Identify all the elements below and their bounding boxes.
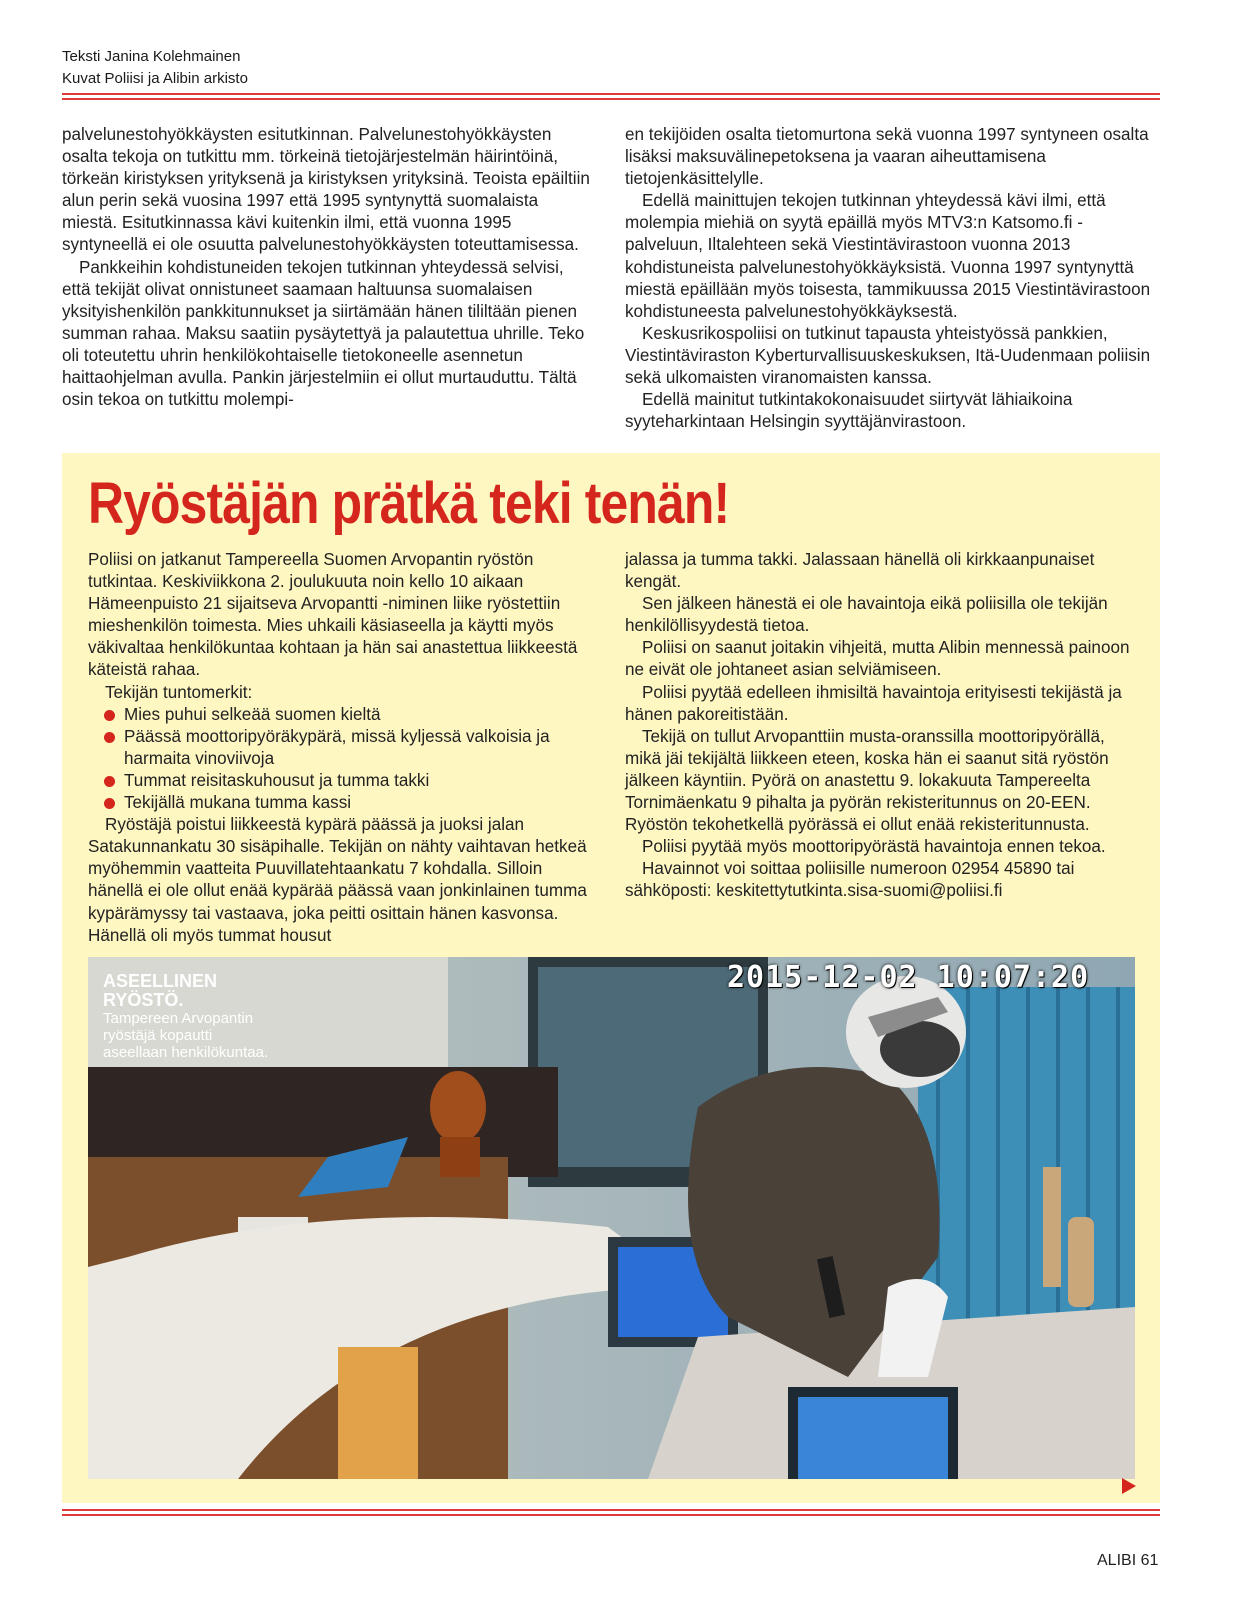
list-item: Päässä moottoripyöräkypärä, missä kyljessä valkoisia ja harmaita vinoviivoja xyxy=(88,726,598,770)
paragraph: palvelunestohyökkäysten esitutkinnan. Palvelunestohyökkäysten osalta tekoja on tutkittu mm. törkeinä tietojärjestelmän häirintöinä, törkeän kiristyksen yrityksenä ja kiristyksen yrityksinä. Teoista epäiltiin alun perin sekä vuosina 1997 että 1995 syntynyttä suomalaista miestä. Esitutkinnassa kävi kuitenkin ilmi, että vuonna 1995 syntyneellä ei ole osuutta palvelunestohyökkäysten toteuttamisessa. xyxy=(62,125,590,255)
paragraph: en tekijöiden osalta tietomurtona sekä vuonna 1997 syntyneen osalta lisäksi maksuvälinepetoksena ja vaaran aiheuttamisena tietojenkäsittelylle. xyxy=(625,125,1149,189)
credit-photos: Kuvat Poliisi ja Alibin arkisto xyxy=(62,70,248,87)
cctv-timestamp: 2015-12-02 10:07:20 xyxy=(727,960,1090,995)
paragraph: Poliisi pyytää edelleen ihmisiltä havaintoja erityisesti tekijästä ja hänen pakoreitistään. xyxy=(625,682,1122,724)
traits-list xyxy=(88,704,598,814)
traits-heading: Tekijän tuntomerkit: xyxy=(105,682,253,702)
paragraph: Poliisi on jatkanut Tampereella Suomen Arvopantin ryöstön tutkintaa. Keskiviikkona 2. joulukuuta noin kello 10 aikaan Hämeenpuisto 21 sijaitseva Arvopantti -niminen liike ryöstettiin mieshenkilön toimesta. Mies uhkaili käsiaseella ja käytti myös väkivaltaa henkilökuntaa kohtaan ja hän sai anastettua liikkeestä käteistä rahaa. xyxy=(88,550,578,680)
article-column-right xyxy=(625,124,1155,433)
paragraph: Poliisi on saanut joitakin vihjeitä, mutta Alibin mennessä painoon ne eivät ole johtaneet asian selviämiseen. xyxy=(625,638,1130,680)
caption-title: ASEELLINEN RYÖSTÖ. xyxy=(103,971,218,1010)
article-column-left xyxy=(62,124,590,411)
credit-text: Teksti Janina Kolehmainen xyxy=(62,48,241,65)
continue-arrow-icon xyxy=(1122,1478,1136,1494)
paragraph: Sen jälkeen hänestä ei ole havaintoja eikä poliisilla ole tekijän henkilöllisyydestä tietoa. xyxy=(625,594,1108,636)
page-folio: ALIBI 61 xyxy=(1097,1552,1159,1569)
list-item: Tummat reisitaskuhousut ja tumma takki xyxy=(88,770,598,792)
list-item: Tekijällä mukana tumma kassi xyxy=(88,792,598,814)
sidebar-headline: Ryöstäjän prätkä teki tenän! xyxy=(88,471,730,536)
paragraph: Tekijä on tullut Arvopanttiin musta-oranssilla moottoripyörällä, mikä jäi tekijältä liikkeen eteen, koska hän ei saanut sitä ryöstön jälkeen käyntiin. Pyörä on anastettu 9. lokakuuta Tampereelta Tornimäenkatu 9 pihalta ja pyörän rekisteritunnus on 20-EEN. Ryöstön tekohetkellä pyörässä ei ollut enää rekisteritunnusta. xyxy=(625,726,1109,835)
sidebar-column-left xyxy=(88,549,598,947)
sidebar-column-right xyxy=(625,549,1135,903)
paragraph: Edellä mainitut tutkintakokonaisuudet siirtyvät lähiaikoina syyteharkintaan Helsingin syyttäjänvirastoon. xyxy=(625,390,1073,432)
top-rule xyxy=(62,93,1160,100)
photo-caption xyxy=(103,972,273,1061)
credits xyxy=(62,46,248,90)
paragraph: Havainnot voi soittaa poliisille numeroon 02954 45890 tai sähköposti: keskitettytutkinta.sisa-suomi@poliisi.fi xyxy=(625,859,1075,901)
paragraph: Poliisi pyytää myös moottoripyörästä havaintoja ennen tekoa. xyxy=(642,837,1106,857)
paragraph: Ryöstäjä poistui liikkeestä kypärä päässä ja juoksi jalan Satakunnankatu 30 sisäpihalle. Tekijän on nähty vaihtavan hetkeä myöhemmin vaatteita Puuvillatehtaankatu 7 kohdalla. Silloin hänellä ei ole ollut enää kypärää päässä vaan jonkinlainen tumma kypärämyssy tai vastaava, joka peitti osittain hänen kasvonsa. Hänellä oli myös tummat housut xyxy=(88,815,587,945)
paragraph: Keskusrikospoliisi on tutkinut tapausta yhteistyössä pankkien, Viestintäviraston Kyberturvallisuuskeskuksen, Itä-Uudenmaan poliisin sekä ulkomaisten viranomaisten kanssa. xyxy=(625,323,1151,388)
paragraph: jalassa ja tumma takki. Jalassaan hänellä oli kirkkaanpunaiset kengät. xyxy=(625,550,1095,592)
bottom-rule xyxy=(62,1509,1160,1516)
paragraph: Pankkeihin kohdistuneiden tekojen tutkinnan yhteydessä selvisi, että tekijät olivat onnistuneet saamaan haltuunsa suomalaisen yksityishenkilön pankkitunnukset ja siirtämään hänen tililtään pienen summan rahaa. Maksu saatiin pysäytettyä ja palautettua uhrille. Teko oli toteutettu uhrin henkilökohtaiselle tietokoneelle asennetun haittaohjelman avulla. Pankin järjestelmiin ei ollut murtauduttu. Tältä osin tekoa on tutkittu molempi- xyxy=(62,257,585,410)
list-item: Mies puhui selkeää suomen kieltä xyxy=(88,704,598,726)
caption-text: Tampereen Arvopantin ryöstäjä kopautti aseellaan henkilökuntaa. xyxy=(103,1010,269,1061)
paragraph: Edellä mainittujen tekojen tutkinnan yhteydessä kävi ilmi, että molempia miehiä on syytä epäillä myös MTV3:n Katsomo.fi -palveluun, Iltalehteen sekä Viestintävirastoon vuonna 2013 kohdistuneista palvelunestohyökkäyksistä. Vuonna 1997 syntynyttä miestä epäillään myös toisesta, tammikuussa 2015 Viestintävirastoon kohdistuneesta palvelunestohyökkäyksestä. xyxy=(625,191,1151,321)
